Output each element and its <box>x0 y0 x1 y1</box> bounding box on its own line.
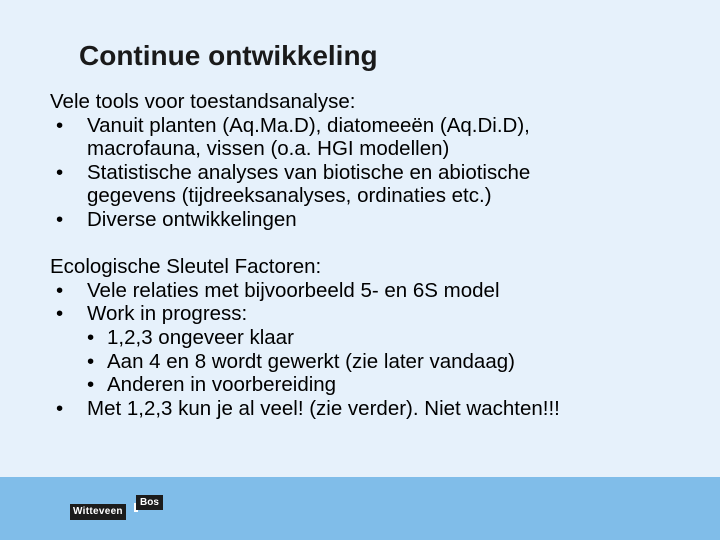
bullet-text-continuation: gegevens (tijdreeksanalyses, ordinaties etc.) <box>87 184 492 208</box>
bullet-icon: • <box>56 278 64 302</box>
bullet-text: Diverse ontwikkelingen <box>87 207 297 231</box>
sub-bullet-item <box>50 326 690 350</box>
sub-bullet-item <box>50 350 690 374</box>
bullet-item-relations <box>50 279 690 303</box>
bullet-text: Vanuit planten (Aq.Ma.D), diatomeeën (Aq.Di.D), <box>87 113 530 137</box>
bullet-item-progress <box>50 302 690 326</box>
bullet-item-statistics <box>50 161 690 185</box>
slide-title: Continue ontwikkeling <box>79 40 378 71</box>
logo-left-text: Witteveen <box>70 504 126 520</box>
bullet-icon: • <box>56 302 64 326</box>
slide-content <box>50 90 690 420</box>
logo-right-text: Bos <box>136 495 163 510</box>
bullet-text: Met 1,2,3 kun je al veel! (zie verder). Niet wachten!!! <box>87 396 560 420</box>
bullet-icon: • <box>87 325 95 349</box>
bullet-icon: • <box>56 396 64 420</box>
bullet-text: Work in progress: <box>87 302 248 326</box>
sub-bullet-item <box>50 373 690 397</box>
sub-bullet-text: Aan 4 en 8 wordt gewerkt (zie later vandaag) <box>107 349 515 373</box>
bullet-text: Statistische analyses van biotische en abiotische <box>87 160 531 184</box>
bullet-icon: • <box>56 113 64 137</box>
section-spacer <box>50 232 690 256</box>
bullet-icon: • <box>87 349 95 373</box>
sub-bullet-text: 1,2,3 ongeveer klaar <box>107 325 294 349</box>
bullet-item-plants <box>50 114 690 138</box>
company-logo <box>70 494 170 522</box>
bullet-text-continuation: macrofauna, vissen (o.a. HGI modellen) <box>87 137 450 161</box>
bullet-icon: • <box>56 160 64 184</box>
bullet-icon: • <box>87 373 95 397</box>
bullet-item-developments <box>50 208 690 232</box>
bullet-text: Vele relaties met bijvoorbeeld 5- en 6S model <box>87 278 500 302</box>
sub-bullet-text: Anderen in voorbereiding <box>107 373 337 397</box>
bullet-icon: • <box>56 207 64 231</box>
section-heading-tools: Vele tools voor toestandsanalyse: <box>50 90 356 113</box>
section-heading-factors: Ecologische Sleutel Factoren: <box>50 255 322 279</box>
bullet-item-dont-wait <box>50 397 690 421</box>
